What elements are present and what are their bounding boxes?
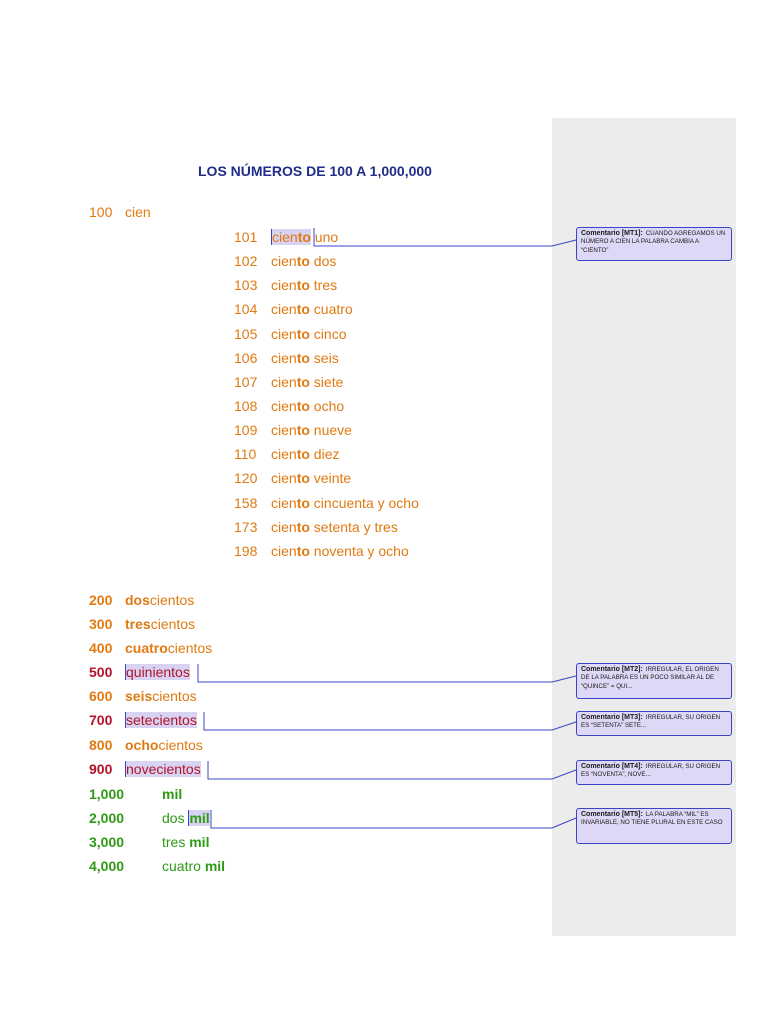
number-label: 600 [89,688,113,704]
word-suffix: to [296,374,310,390]
comment-header: Comentario [MT4]: [581,763,643,770]
row-ciento [234,252,336,270]
word-rest: seis [309,350,339,366]
row-ciento [234,469,351,487]
comment-text: IRREGULAR, SU ORIGEN ES “NOVENTA”, NOVE... [581,763,721,779]
row-ciento [234,518,398,536]
comment-balloon-mt3[interactable] [576,711,732,736]
word-suffix: to [296,470,310,486]
row-hundreds [89,736,203,754]
number-label: 110 [234,446,257,462]
word-mil: mil [204,858,226,874]
word-rest: cuatro [309,301,353,317]
word-suffix: to [296,398,310,414]
word-root: cien [271,398,297,414]
word-rest: diez [309,446,340,462]
row-ciento [234,397,344,415]
word-root: cien [271,374,297,390]
word-rest: siete [309,374,344,390]
word-prefix: dos [162,810,189,826]
word-rest: ocho [309,398,345,414]
highlighted-word-setecientos[interactable] [125,712,197,728]
word-prefix: tres [125,616,151,632]
number-label: 500 [89,664,113,680]
highlighted-word-mil[interactable] [188,810,209,826]
word-root: cien [271,422,297,438]
word-suffix: to [296,495,310,511]
word-rest: noventa y ocho [309,543,409,559]
word-suffix: to [296,519,310,535]
word-prefix: cuatro [125,640,168,656]
word-root: cien [271,519,297,535]
number-label: 108 [234,398,258,414]
comment-text: LA PALABRA “MIL” ES INVARIABLE, NO TIENE PLURAL EN ESTE CASO [581,811,723,827]
comment-balloon-mt2[interactable] [576,663,732,699]
number-label: 106 [234,350,258,366]
row-ciento [234,325,346,343]
row-ciento [234,494,419,512]
word-rest: tres [309,277,338,293]
row-hundreds-irregular [89,663,190,681]
word-suffix: to [296,350,310,366]
word-mil: mil [189,834,210,850]
number-word: cien [125,204,151,220]
comment-header: Comentario [MT3]: [581,714,643,721]
row-ciento [234,276,337,294]
word-suffix: to [296,253,310,269]
number-label: 4,000 [89,858,125,874]
row-100 [89,203,151,221]
word-root: cien [271,326,297,342]
number-label: 101 [234,229,258,245]
word-rest: veinte [309,470,352,486]
number-label: 198 [234,543,258,559]
row-hundreds-irregular [89,760,201,778]
comment-balloon-mt4[interactable] [576,760,732,785]
row-hundreds [89,687,197,705]
word-prefix: tres [162,834,190,850]
number-label: 100 [89,204,113,220]
row-ciento [234,445,339,463]
word-root: cien [271,495,297,511]
number-label: 109 [234,422,258,438]
word-root: cien [271,470,297,486]
word-prefix: ocho [125,737,159,753]
row-thousands [89,833,209,851]
word-rest: novecientos [126,761,201,777]
number-label: 3,000 [89,834,125,850]
comment-text: IRREGULAR, SU ORIGEN ES “SETENTA” SETE... [581,714,721,730]
row-ciento [234,373,343,391]
word-root: cien [271,446,297,462]
word-rest: cientos [150,616,196,632]
number-label: 104 [234,301,258,317]
word-prefix: cuatro [162,858,205,874]
row-thousands [89,809,210,827]
word-suffix: to [296,326,310,342]
word-mil: mil [189,810,210,826]
number-label: 173 [234,519,258,535]
comment-header: Comentario [MT2]: [581,666,643,673]
word-root: cien [271,543,297,559]
word-rest: cientos [149,592,195,608]
number-label: 107 [234,374,258,390]
number-label: 200 [89,592,113,608]
word-prefix: seis [125,688,153,704]
number-label: 300 [89,616,113,632]
word-root: cien [271,253,297,269]
word-prefix: dos [125,592,150,608]
row-hundreds [89,639,212,657]
word-suffix: to [296,446,310,462]
word-rest: cinco [309,326,347,342]
word-rest: setenta y tres [309,519,398,535]
row-hundreds [89,615,195,633]
word-root: cien [271,301,297,317]
row-ciento [234,542,409,560]
number-label: 700 [89,712,113,728]
number-label: 102 [234,253,258,269]
row-ciento [234,421,352,439]
comment-header: Comentario [MT1]: [581,230,643,237]
comment-text: CUANDO AGREGAMOS UN NÚMERO A CIEN LA PALABRA CAMBIA A “CIENTO” [581,230,726,254]
number-label: 800 [89,737,113,753]
word-suffix: to [296,277,310,293]
page-title: LOS NÚMEROS DE 100 A 1,000,000 [198,163,432,179]
word-suffix: to [297,229,311,245]
word-root: cien [271,350,297,366]
comment-balloon-mt5[interactable] [576,808,732,844]
number-label: 105 [234,326,258,342]
number-label: 2,000 [89,810,125,826]
row-hundreds-irregular [89,711,197,729]
word-root: cien [272,229,298,245]
word-rest: dos [309,253,337,269]
comment-balloon-mt1[interactable] [576,227,732,261]
word-rest: cincuenta y ocho [309,495,419,511]
word-rest: cientos [152,688,197,704]
number-label: 103 [234,277,258,293]
word-suffix: to [296,422,310,438]
highlighted-word-quinientos[interactable] [125,664,190,680]
row-thousands [89,785,182,803]
number-label: 158 [234,495,258,511]
row-ciento [234,300,353,318]
row-ciento [234,228,338,246]
highlighted-word-ciento[interactable] [271,229,311,245]
word-rest: setecientos [126,712,197,728]
row-thousands [89,857,225,875]
comment-header: Comentario [MT5]: [581,811,643,818]
word-mil: mil [162,786,183,802]
row-ciento [234,349,339,367]
number-label: 1,000 [89,786,125,802]
number-label: 900 [89,761,113,777]
word-suffix: to [296,301,310,317]
word-root: cien [271,277,297,293]
word-rest: nueve [309,422,352,438]
word-suffix: to [296,543,310,559]
word-rest: uno [310,229,339,245]
comment-text: IRREGULAR, EL ORIGEN DE LA PALABRA ES UN POCO SIMILAR AL DE “QUINCE” = QUI... [581,666,719,690]
word-rest: cientos [158,737,203,753]
row-hundreds [89,591,194,609]
word-rest: quinientos [126,664,190,680]
number-label: 400 [89,640,113,656]
word-rest: cientos [167,640,213,656]
highlighted-word-novecientos[interactable] [125,761,201,777]
number-label: 120 [234,470,258,486]
